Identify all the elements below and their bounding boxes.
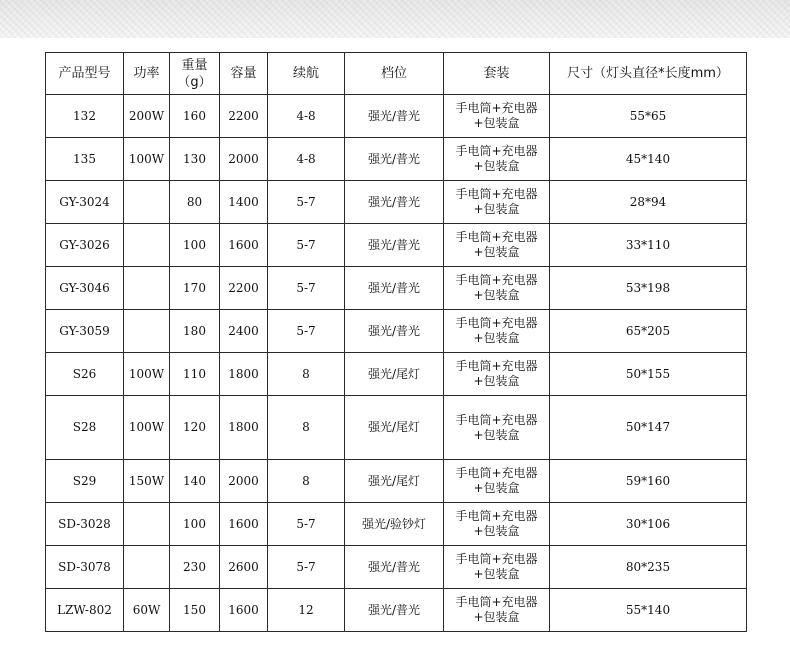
cell-modes: 强光/普光 [345,589,444,632]
cell-power [124,503,170,546]
cell-power [124,546,170,589]
cell-size: 50*155 [550,353,747,396]
cell-capacity: 1800 [220,353,268,396]
cell-package: 手电筒+充电器+包装盒 [444,546,550,589]
header-model: 产品型号 [46,53,124,95]
cell-power [124,267,170,310]
cell-capacity: 1400 [220,181,268,224]
cell-modes: 强光/尾灯 [345,396,444,460]
cell-modes: 强光/尾灯 [345,460,444,503]
cell-runtime: 8 [268,396,345,460]
table-row [46,396,747,460]
cell-package: 手电筒+充电器+包装盒 [444,138,550,181]
cell-weight: 130 [170,138,220,181]
cell-package: 手电筒+充电器+包装盒 [444,267,550,310]
cell-capacity: 2200 [220,267,268,310]
cell-runtime: 8 [268,460,345,503]
cell-modes: 强光/尾灯 [345,353,444,396]
header-modes: 档位 [345,53,444,95]
cell-runtime: 5-7 [268,267,345,310]
cell-weight: 230 [170,546,220,589]
cell-model: GY-3059 [46,310,124,353]
cell-model: S26 [46,353,124,396]
cell-modes: 强光/普光 [345,95,444,138]
cell-power: 60W [124,589,170,632]
cell-modes: 强光/普光 [345,181,444,224]
cell-power: 100W [124,353,170,396]
cell-modes: 强光/普光 [345,310,444,353]
cell-runtime: 5-7 [268,546,345,589]
cell-capacity: 2600 [220,546,268,589]
cell-weight: 80 [170,181,220,224]
cell-package: 手电筒+充电器+包装盒 [444,396,550,460]
cell-model: S29 [46,460,124,503]
header-capacity: 容量 [220,53,268,95]
header-texture-band [0,0,790,38]
cell-runtime: 5-7 [268,503,345,546]
cell-capacity: 1600 [220,224,268,267]
cell-size: 65*205 [550,310,747,353]
cell-modes: 强光/验钞灯 [345,503,444,546]
cell-weight: 140 [170,460,220,503]
cell-model: GY-3046 [46,267,124,310]
header-weight: 重量 （g） [170,53,220,95]
cell-runtime: 4-8 [268,95,345,138]
cell-modes: 强光/普光 [345,224,444,267]
cell-capacity: 2000 [220,138,268,181]
cell-model: S28 [46,396,124,460]
table-row [46,546,747,589]
cell-package: 手电筒+充电器+包装盒 [444,353,550,396]
cell-modes: 强光/普光 [345,546,444,589]
cell-capacity: 2000 [220,460,268,503]
cell-weight: 120 [170,396,220,460]
cell-size: 53*198 [550,267,747,310]
table-row [46,460,747,503]
cell-weight: 180 [170,310,220,353]
cell-runtime: 5-7 [268,181,345,224]
cell-weight: 150 [170,589,220,632]
header-power: 功率 [124,53,170,95]
cell-capacity: 2400 [220,310,268,353]
cell-model: 132 [46,95,124,138]
cell-modes: 强光/普光 [345,138,444,181]
cell-size: 45*140 [550,138,747,181]
table-row [46,353,747,396]
cell-power: 100W [124,138,170,181]
table-row [46,310,747,353]
cell-model: GY-3024 [46,181,124,224]
table-row [46,267,747,310]
cell-size: 55*140 [550,589,747,632]
cell-capacity: 1600 [220,589,268,632]
cell-power: 150W [124,460,170,503]
cell-capacity: 1800 [220,396,268,460]
table-header-row [46,53,747,95]
cell-power: 100W [124,396,170,460]
header-package: 套装 [444,53,550,95]
cell-capacity: 1600 [220,503,268,546]
cell-power [124,310,170,353]
cell-size: 80*235 [550,546,747,589]
cell-package: 手电筒+充电器+包装盒 [444,310,550,353]
cell-size: 50*147 [550,396,747,460]
cell-weight: 100 [170,503,220,546]
cell-runtime: 12 [268,589,345,632]
table-row [46,224,747,267]
cell-runtime: 5-7 [268,224,345,267]
header-size: 尺寸（灯头直径*长度mm） [550,53,747,95]
cell-power [124,224,170,267]
cell-weight: 100 [170,224,220,267]
cell-power [124,181,170,224]
cell-model: GY-3026 [46,224,124,267]
cell-package: 手电筒+充电器+包装盒 [444,95,550,138]
table-row [46,95,747,138]
cell-model: SD-3078 [46,546,124,589]
cell-package: 手电筒+充电器+包装盒 [444,224,550,267]
cell-model: SD-3028 [46,503,124,546]
cell-package: 手电筒+充电器+包装盒 [444,181,550,224]
cell-runtime: 5-7 [268,310,345,353]
cell-size: 55*65 [550,95,747,138]
cell-power: 200W [124,95,170,138]
cell-runtime: 8 [268,353,345,396]
cell-weight: 160 [170,95,220,138]
cell-package: 手电筒+充电器+包装盒 [444,503,550,546]
cell-size: 59*160 [550,460,747,503]
cell-model: LZW-802 [46,589,124,632]
header-runtime: 续航 [268,53,345,95]
cell-model: 135 [46,138,124,181]
table-row [46,181,747,224]
table-row [46,138,747,181]
cell-capacity: 2200 [220,95,268,138]
table-row [46,589,747,632]
product-spec-table [45,52,747,632]
table-row [46,503,747,546]
cell-modes: 强光/普光 [345,267,444,310]
cell-runtime: 4-8 [268,138,345,181]
cell-size: 33*110 [550,224,747,267]
cell-package: 手电筒+充电器+包装盒 [444,589,550,632]
cell-weight: 170 [170,267,220,310]
cell-size: 30*106 [550,503,747,546]
cell-size: 28*94 [550,181,747,224]
cell-package: 手电筒+充电器+包装盒 [444,460,550,503]
cell-weight: 110 [170,353,220,396]
